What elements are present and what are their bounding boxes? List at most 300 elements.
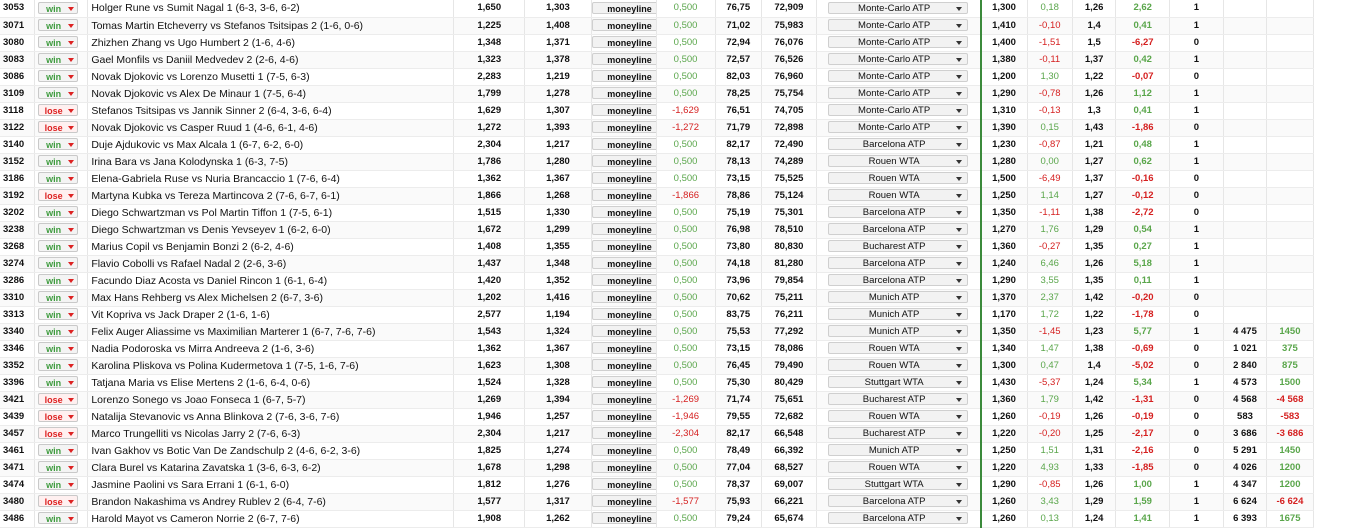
bet-id-cell: 3457 — [0, 425, 34, 442]
result-cell — [34, 306, 88, 323]
prob-2-cell: 74,705 — [761, 102, 816, 119]
ratio-cell: 1,27 — [1072, 153, 1115, 170]
tournament-select[interactable] — [828, 172, 968, 184]
tournament-label: Rouen WTA — [868, 189, 920, 201]
bet-id-cell: 3071 — [0, 17, 34, 34]
flag-cell: 0 — [1170, 34, 1224, 51]
flag-cell: 0 — [1170, 357, 1224, 374]
tournament-select[interactable] — [828, 36, 968, 48]
prob-1-cell: 79,55 — [715, 408, 761, 425]
match-cell: Novak Djokovic vs Casper Ruud 1 (4-6, 6-1, 4-6) — [88, 119, 454, 136]
result-select[interactable] — [38, 138, 78, 150]
coef-cell: 1,360 — [981, 391, 1027, 408]
flag-cell: 1 — [1170, 153, 1224, 170]
return-cell: 1450 — [1267, 442, 1313, 459]
stake-cell — [1223, 289, 1266, 306]
result-cell — [34, 323, 88, 340]
market-select[interactable] — [592, 257, 657, 269]
market-label: moneyline — [607, 20, 652, 31]
prob-2-cell: 76,211 — [761, 306, 816, 323]
chevron-down-icon — [956, 517, 962, 521]
ratio-cell: 1,35 — [1072, 238, 1115, 255]
market-select[interactable] — [592, 274, 657, 286]
market-select[interactable] — [592, 87, 657, 99]
chevron-down-icon — [68, 296, 74, 300]
tournament-select[interactable] — [828, 393, 968, 405]
market-select[interactable] — [592, 223, 657, 235]
tournament-select[interactable] — [828, 19, 968, 31]
coef-cell: 1,400 — [981, 34, 1027, 51]
market-select[interactable] — [592, 19, 657, 31]
market-label: moneyline — [607, 105, 652, 116]
result-select[interactable] — [38, 257, 78, 269]
coef-cell: 1,430 — [981, 374, 1027, 391]
ratio-cell: 1,26 — [1072, 85, 1115, 102]
flag-cell: 0 — [1170, 425, 1224, 442]
odds-2-cell: 1,308 — [525, 357, 591, 374]
tournament-select[interactable] — [828, 376, 968, 388]
odds-1-cell: 1,866 — [454, 187, 525, 204]
market-label: moneyline — [607, 54, 652, 65]
table-row — [0, 238, 1365, 255]
coef-cell: 1,230 — [981, 136, 1027, 153]
market-select[interactable] — [592, 138, 657, 150]
tournament-select[interactable] — [828, 2, 968, 14]
chevron-down-icon — [68, 347, 74, 351]
chevron-down-icon — [956, 364, 962, 368]
result-select[interactable] — [38, 376, 78, 388]
tournament-select[interactable] — [828, 444, 968, 456]
tournament-select[interactable] — [828, 189, 968, 201]
bet-id-cell: 3471 — [0, 459, 34, 476]
result-select[interactable] — [38, 308, 78, 320]
bet-id-cell: 3268 — [0, 238, 34, 255]
result-select[interactable] — [38, 53, 78, 65]
flag-cell: 1 — [1170, 510, 1224, 527]
stake-cell: 583 — [1223, 408, 1266, 425]
result-select[interactable] — [38, 121, 78, 133]
ratio-cell: 1,29 — [1072, 221, 1115, 238]
score-cell: 1,59 — [1116, 493, 1170, 510]
tournament-select[interactable] — [828, 410, 968, 422]
stake-cell: 6 393 — [1223, 510, 1266, 527]
result-select[interactable] — [38, 410, 78, 422]
market-cell — [591, 408, 656, 425]
market-select[interactable] — [592, 512, 657, 524]
stake-cell — [1223, 17, 1266, 34]
tournament-label: Stuttgart WTA — [864, 478, 924, 490]
prob-1-cell: 83,75 — [715, 306, 761, 323]
flag-cell: 1 — [1170, 272, 1224, 289]
table-row — [0, 289, 1365, 306]
score-cell: 0,54 — [1116, 221, 1170, 238]
tournament-select[interactable] — [828, 274, 968, 286]
market-select[interactable] — [592, 359, 657, 371]
tournament-cell — [816, 102, 980, 119]
return-cell: 1500 — [1267, 374, 1313, 391]
market-select[interactable] — [592, 206, 657, 218]
return-cell: -4 568 — [1267, 391, 1313, 408]
prob-1-cell: 75,53 — [715, 323, 761, 340]
tournament-select[interactable] — [828, 138, 968, 150]
flag-cell: 0 — [1170, 306, 1224, 323]
result-select[interactable] — [38, 104, 78, 116]
market-select[interactable] — [592, 478, 657, 490]
result-cell — [34, 85, 88, 102]
result-select[interactable] — [38, 155, 78, 167]
return-cell — [1267, 153, 1313, 170]
prob-1-cell: 78,13 — [715, 153, 761, 170]
market-cell — [591, 51, 656, 68]
delta-cell: -0,78 — [1027, 85, 1072, 102]
match-cell: Flavio Cobolli vs Rafael Nadal 2 (2-6, 3-6) — [88, 255, 454, 272]
market-select[interactable] — [592, 427, 657, 439]
delta-cell: -0,87 — [1027, 136, 1072, 153]
score-cell: -0,20 — [1116, 289, 1170, 306]
score-cell: -2,16 — [1116, 442, 1170, 459]
odds-1-cell: 1,437 — [454, 255, 525, 272]
result-label: lose — [44, 122, 63, 133]
tournament-cell — [816, 255, 980, 272]
prob-2-cell: 79,854 — [761, 272, 816, 289]
flag-cell: 1 — [1170, 85, 1224, 102]
delta-cell: -0,19 — [1027, 408, 1072, 425]
match-cell: Stefanos Tsitsipas vs Jannik Sinner 2 (6-4, 3-6, 6-4) — [88, 102, 454, 119]
prob-2-cell: 75,525 — [761, 170, 816, 187]
result-select[interactable] — [38, 325, 78, 337]
market-select[interactable] — [592, 495, 657, 507]
result-label: lose — [44, 190, 63, 201]
odds-1-cell: 1,225 — [454, 17, 525, 34]
odds-2-cell: 1,217 — [525, 425, 591, 442]
flag-cell: 1 — [1170, 323, 1224, 340]
coef-cell: 1,270 — [981, 221, 1027, 238]
bet-id-cell: 3480 — [0, 493, 34, 510]
tournament-cell — [816, 476, 980, 493]
score-cell: -1,78 — [1116, 306, 1170, 323]
result-select[interactable] — [38, 359, 78, 371]
prob-1-cell: 70,62 — [715, 289, 761, 306]
stake-cell — [1223, 306, 1266, 323]
result-select[interactable] — [38, 512, 78, 524]
tournament-select[interactable] — [828, 121, 968, 133]
result-cell — [34, 0, 88, 17]
market-cell — [591, 476, 656, 493]
ratio-cell: 1,27 — [1072, 187, 1115, 204]
flag-cell: 1 — [1170, 374, 1224, 391]
stake-cell: 5 291 — [1223, 442, 1266, 459]
market-select[interactable] — [592, 70, 657, 82]
market-cell — [591, 187, 656, 204]
market-select[interactable] — [592, 308, 657, 320]
table-row — [0, 323, 1365, 340]
result-select[interactable] — [38, 36, 78, 48]
result-select[interactable] — [38, 2, 78, 14]
result-cell — [34, 187, 88, 204]
return-cell — [1267, 17, 1313, 34]
table-row — [0, 68, 1365, 85]
score-cell: -0,69 — [1116, 340, 1170, 357]
table-row — [0, 136, 1365, 153]
tournament-select[interactable] — [828, 257, 968, 269]
result-select[interactable] — [38, 342, 78, 354]
tournament-select[interactable] — [828, 325, 968, 337]
result-cell — [34, 51, 88, 68]
return-cell — [1267, 238, 1313, 255]
coef-cell: 1,390 — [981, 119, 1027, 136]
tournament-cell — [816, 306, 980, 323]
result-label: win — [46, 309, 62, 320]
coef-cell: 1,260 — [981, 408, 1027, 425]
result-select[interactable] — [38, 495, 78, 507]
ratio-cell: 1,38 — [1072, 340, 1115, 357]
chevron-down-icon — [68, 330, 74, 334]
result-select[interactable] — [38, 189, 78, 201]
odds-1-cell: 1,269 — [454, 391, 525, 408]
chevron-down-icon — [956, 24, 962, 28]
prob-2-cell: 72,682 — [761, 408, 816, 425]
stake-cell — [1223, 85, 1266, 102]
tournament-select[interactable] — [828, 461, 968, 473]
result-select[interactable] — [38, 206, 78, 218]
chevron-down-icon — [68, 279, 74, 283]
delta-cell: -0,10 — [1027, 17, 1072, 34]
result-select[interactable] — [38, 274, 78, 286]
market-select[interactable] — [592, 325, 657, 337]
market-select[interactable] — [592, 36, 657, 48]
table-row — [0, 119, 1365, 136]
tournament-select[interactable] — [828, 70, 968, 82]
tournament-cell — [816, 0, 980, 17]
match-cell: Tatjana Maria vs Elise Mertens 2 (1-6, 6-4, 0-6) — [88, 374, 454, 391]
chevron-down-icon — [68, 466, 74, 470]
result-label: win — [46, 139, 62, 150]
market-select[interactable] — [592, 240, 657, 252]
market-label: moneyline — [607, 71, 652, 82]
match-cell: Karolina Pliskova vs Polina Kudermetova 1 (7-5, 1-6, 7-6) — [88, 357, 454, 374]
table-row — [0, 374, 1365, 391]
tournament-label: Munich ATP — [868, 325, 920, 337]
odds-2-cell: 1,352 — [525, 272, 591, 289]
result-select[interactable] — [38, 19, 78, 31]
profit-cell: 0,500 — [656, 476, 715, 493]
prob-1-cell: 82,17 — [715, 136, 761, 153]
prob-1-cell: 75,30 — [715, 374, 761, 391]
coef-cell: 1,310 — [981, 102, 1027, 119]
bet-id-cell: 3346 — [0, 340, 34, 357]
chevron-down-icon — [68, 109, 74, 113]
market-cell — [591, 272, 656, 289]
result-select[interactable] — [38, 223, 78, 235]
market-cell — [591, 221, 656, 238]
result-select[interactable] — [38, 87, 78, 99]
result-label: lose — [44, 411, 63, 422]
tournament-select[interactable] — [828, 427, 968, 439]
tournament-select[interactable] — [828, 291, 968, 303]
profit-cell: 0,500 — [656, 238, 715, 255]
market-select[interactable] — [592, 189, 657, 201]
market-select[interactable] — [592, 291, 657, 303]
stake-cell — [1223, 238, 1266, 255]
return-cell — [1267, 221, 1313, 238]
stake-cell — [1223, 204, 1266, 221]
profit-cell: -1,577 — [656, 493, 715, 510]
prob-2-cell: 74,289 — [761, 153, 816, 170]
ratio-cell: 1,42 — [1072, 289, 1115, 306]
market-select[interactable] — [592, 376, 657, 388]
result-select[interactable] — [38, 172, 78, 184]
chevron-down-icon — [68, 7, 74, 11]
delta-cell: 4,93 — [1027, 459, 1072, 476]
tournament-select[interactable] — [828, 223, 968, 235]
market-label: moneyline — [607, 122, 652, 133]
table-row — [0, 34, 1365, 51]
score-cell: -1,85 — [1116, 459, 1170, 476]
market-select[interactable] — [592, 155, 657, 167]
tournament-select[interactable] — [828, 342, 968, 354]
odds-1-cell: 1,672 — [454, 221, 525, 238]
stake-cell — [1223, 170, 1266, 187]
prob-2-cell: 72,898 — [761, 119, 816, 136]
odds-2-cell: 1,194 — [525, 306, 591, 323]
ratio-cell: 1,42 — [1072, 391, 1115, 408]
market-label: moneyline — [607, 360, 652, 371]
tournament-select[interactable] — [828, 87, 968, 99]
stake-cell — [1223, 136, 1266, 153]
result-select[interactable] — [38, 444, 78, 456]
result-select[interactable] — [38, 393, 78, 405]
flag-cell: 0 — [1170, 459, 1224, 476]
odds-2-cell: 1,355 — [525, 238, 591, 255]
tournament-select[interactable] — [828, 240, 968, 252]
return-cell — [1267, 102, 1313, 119]
odds-1-cell: 1,786 — [454, 153, 525, 170]
tournament-select[interactable] — [828, 206, 968, 218]
stake-cell — [1223, 153, 1266, 170]
match-cell: Max Hans Rehberg vs Alex Michelsen 2 (6-7, 3-6) — [88, 289, 454, 306]
tournament-cell — [816, 493, 980, 510]
score-cell: 1,00 — [1116, 476, 1170, 493]
market-cell — [591, 34, 656, 51]
chevron-down-icon — [68, 58, 74, 62]
tournament-select[interactable] — [828, 495, 968, 507]
match-cell: Elena-Gabriela Ruse vs Nuria Brancaccio 1 (7-6, 6-4) — [88, 170, 454, 187]
market-label: moneyline — [607, 241, 652, 252]
profit-cell: 0,500 — [656, 255, 715, 272]
profit-cell: -1,272 — [656, 119, 715, 136]
tournament-select[interactable] — [828, 155, 968, 167]
tournament-select[interactable] — [828, 512, 968, 524]
profit-cell: 0,500 — [656, 340, 715, 357]
score-cell: -0,16 — [1116, 170, 1170, 187]
flag-cell: 0 — [1170, 340, 1224, 357]
chevron-down-icon — [956, 381, 962, 385]
prob-1-cell: 78,86 — [715, 187, 761, 204]
stake-cell: 4 475 — [1223, 323, 1266, 340]
profit-cell: 0,500 — [656, 442, 715, 459]
result-label: win — [46, 275, 62, 286]
result-select[interactable] — [38, 478, 78, 490]
result-label: lose — [44, 428, 63, 439]
result-label: win — [46, 20, 62, 31]
market-select[interactable] — [592, 444, 657, 456]
market-cell — [591, 153, 656, 170]
table-row — [0, 272, 1365, 289]
match-cell: Brandon Nakashima vs Andrey Rublev 2 (6-4, 7-6) — [88, 493, 454, 510]
tournament-select[interactable] — [828, 478, 968, 490]
market-select[interactable] — [592, 104, 657, 116]
result-cell — [34, 510, 88, 527]
market-select[interactable] — [592, 121, 657, 133]
result-select[interactable] — [38, 291, 78, 303]
prob-1-cell: 71,79 — [715, 119, 761, 136]
ratio-cell: 1,33 — [1072, 459, 1115, 476]
market-label: moneyline — [607, 224, 652, 235]
tournament-label: Monte-Carlo ATP — [858, 53, 931, 65]
prob-1-cell: 74,18 — [715, 255, 761, 272]
tournament-select[interactable] — [828, 308, 968, 320]
prob-1-cell: 73,80 — [715, 238, 761, 255]
ratio-cell: 1,38 — [1072, 204, 1115, 221]
tournament-select[interactable] — [828, 104, 968, 116]
market-select[interactable] — [592, 172, 657, 184]
result-select[interactable] — [38, 427, 78, 439]
result-label: win — [46, 54, 62, 65]
market-cell — [591, 459, 656, 476]
coef-cell: 1,220 — [981, 459, 1027, 476]
odds-2-cell: 1,393 — [525, 119, 591, 136]
flag-cell: 1 — [1170, 493, 1224, 510]
score-cell: -5,02 — [1116, 357, 1170, 374]
result-cell — [34, 408, 88, 425]
profit-cell: -1,866 — [656, 187, 715, 204]
chevron-down-icon — [68, 381, 74, 385]
market-select[interactable] — [592, 393, 657, 405]
result-select[interactable] — [38, 70, 78, 82]
market-label: moneyline — [607, 513, 652, 524]
result-select[interactable] — [38, 461, 78, 473]
tournament-cell — [816, 68, 980, 85]
prob-1-cell: 79,24 — [715, 510, 761, 527]
chevron-down-icon — [956, 262, 962, 266]
tournament-select[interactable] — [828, 53, 968, 65]
profit-cell: -2,304 — [656, 425, 715, 442]
odds-2-cell: 1,330 — [525, 204, 591, 221]
prob-2-cell: 78,086 — [761, 340, 816, 357]
odds-2-cell: 1,416 — [525, 289, 591, 306]
market-select[interactable] — [592, 53, 657, 65]
delta-cell: 1,76 — [1027, 221, 1072, 238]
market-label: moneyline — [607, 88, 652, 99]
prob-2-cell: 76,960 — [761, 68, 816, 85]
market-select[interactable] — [592, 342, 657, 354]
delta-cell: -0,11 — [1027, 51, 1072, 68]
coef-cell: 1,250 — [981, 187, 1027, 204]
chevron-down-icon — [68, 194, 74, 198]
match-cell: Jasmine Paolini vs Sara Errani 1 (6-1, 6-0) — [88, 476, 454, 493]
market-select[interactable] — [592, 410, 657, 422]
ratio-cell: 1,24 — [1072, 374, 1115, 391]
market-select[interactable] — [592, 461, 657, 473]
tournament-cell — [816, 323, 980, 340]
tournament-label: Munich ATP — [868, 308, 920, 320]
tournament-select[interactable] — [828, 359, 968, 371]
prob-1-cell: 71,02 — [715, 17, 761, 34]
market-select[interactable] — [592, 2, 657, 14]
market-label: moneyline — [607, 173, 652, 184]
result-cell — [34, 374, 88, 391]
result-select[interactable] — [38, 240, 78, 252]
